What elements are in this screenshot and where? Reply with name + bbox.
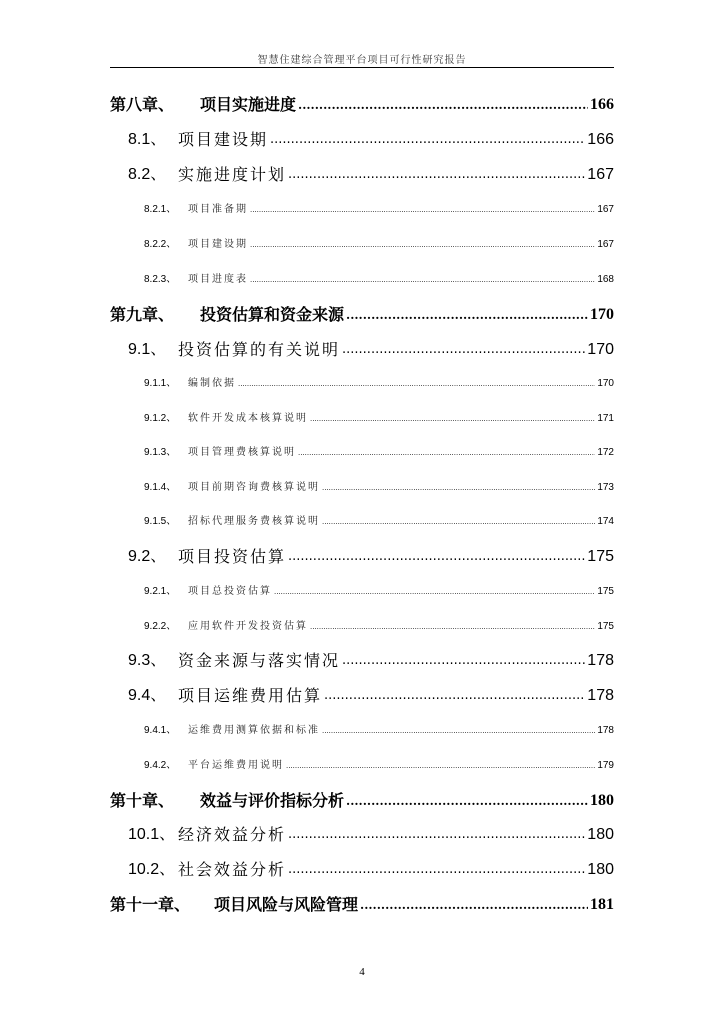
toc-entry-page: 174 [597, 516, 614, 527]
toc-dot-leader [346, 789, 588, 812]
toc-entry-title: 项目总投资估算 [188, 586, 272, 597]
toc-dot-leader [250, 238, 595, 252]
toc-entry-page: 173 [597, 482, 614, 493]
toc-dot-leader [250, 203, 595, 217]
toc-entry-page: 170 [587, 341, 614, 358]
toc-entry-title: 投资估算和资金来源 [200, 305, 345, 324]
toc-dot-leader [288, 162, 585, 186]
toc-entry-number: 8.2.3、 [144, 274, 177, 285]
toc-entry-page: 171 [597, 413, 614, 424]
toc-entry-number: 9.1、 [128, 341, 167, 358]
toc-entry-title: 运维费用测算依据和标准 [188, 725, 320, 736]
toc-entry-title: 项目建设期 [178, 130, 269, 149]
toc-entry-number: 第十章、 [110, 791, 175, 810]
toc-dot-leader [288, 857, 585, 881]
toc-entry-page: 167 [587, 166, 614, 183]
toc-entry-level-3[interactable] [110, 724, 614, 738]
toc-entry-title: 效益与评价指标分析 [200, 791, 345, 810]
toc-entry-title: 平台运维费用说明 [188, 760, 284, 771]
toc-entry-level-3[interactable] [110, 203, 614, 217]
toc-entry-page: 180 [587, 861, 614, 878]
toc-entry-level-3[interactable] [110, 481, 614, 495]
toc-entry-level-2[interactable] [110, 129, 614, 151]
toc-entry-number: 9.4.1、 [144, 725, 177, 736]
toc-entry-number: 9.1.5、 [144, 516, 177, 527]
toc-dot-leader [342, 337, 585, 361]
toc-dot-leader [310, 412, 595, 426]
toc-entry-number: 9.1.1、 [144, 378, 177, 389]
toc-entry-page: 181 [590, 896, 614, 913]
page-number: 4 [359, 966, 365, 978]
toc-entry-title: 项目管理费核算说明 [188, 447, 296, 458]
toc-entry-level-2[interactable] [110, 824, 614, 846]
toc-dot-leader [322, 481, 595, 495]
toc-entry-page: 178 [587, 652, 614, 669]
toc-entry-page: 172 [597, 447, 614, 458]
toc-entry-number: 9.4、 [128, 687, 167, 704]
toc-dot-leader [274, 585, 595, 599]
toc-entry-number: 第九章、 [110, 305, 175, 324]
toc-entry-title: 项目前期咨询费核算说明 [188, 482, 320, 493]
toc-entry-number: 9.1.3、 [144, 447, 177, 458]
toc-entry-number: 10.2、 [128, 861, 176, 878]
toc-entry-title: 实施进度计划 [178, 165, 287, 184]
toc-dot-leader [238, 377, 595, 391]
toc-entry-level-2[interactable] [110, 650, 614, 672]
toc-entry-page: 166 [590, 96, 614, 113]
toc-entry-page: 175 [587, 548, 614, 565]
toc-entry-title: 项目实施进度 [200, 95, 297, 114]
toc-entry-page: 167 [597, 204, 614, 215]
toc-entry-level-2[interactable] [110, 859, 614, 881]
toc-entry-level-2[interactable] [110, 546, 614, 568]
toc-entry-page: 166 [587, 131, 614, 148]
toc-dot-leader [270, 127, 585, 151]
toc-entry-level-1[interactable] [110, 790, 614, 812]
toc-entry-title: 招标代理服务费核算说明 [188, 516, 320, 527]
toc-entry-page: 178 [587, 687, 614, 704]
toc-entry-number: 9.1.4、 [144, 482, 177, 493]
toc-entry-page: 170 [597, 378, 614, 389]
toc-dot-leader [288, 822, 585, 846]
toc-entry-title: 应用软件开发投资估算 [188, 621, 308, 632]
toc-entry-number: 9.2、 [128, 548, 167, 565]
toc-dot-leader [288, 544, 585, 568]
toc-entry-number: 9.2.2、 [144, 621, 177, 632]
toc-entry-level-3[interactable] [110, 377, 614, 391]
toc-entry-number: 9.4.2、 [144, 760, 177, 771]
toc-entry-number: 9.1.2、 [144, 413, 177, 424]
toc-entry-level-3[interactable] [110, 515, 614, 529]
toc-entry-level-1[interactable] [110, 94, 614, 116]
toc-entry-number: 8.2.1、 [144, 204, 177, 215]
toc-dot-leader [342, 648, 585, 672]
toc-entry-level-1[interactable] [110, 894, 614, 916]
toc-entry-level-1[interactable] [110, 304, 614, 326]
toc-entry-level-2[interactable] [110, 164, 614, 186]
toc-entry-title: 编制依据 [188, 378, 236, 389]
toc-entry-title: 社会效益分析 [178, 860, 287, 879]
toc-entry-page: 167 [597, 239, 614, 250]
toc-dot-leader [310, 620, 595, 634]
toc-entry-level-2[interactable] [110, 339, 614, 361]
toc-entry-title: 项目运维费用估算 [178, 686, 323, 705]
toc-entry-number: 8.2.2、 [144, 239, 177, 250]
toc-entry-number: 9.3、 [128, 652, 167, 669]
toc-entry-level-3[interactable] [110, 273, 614, 287]
running-header: 智慧住建综合管理平台项目可行性研究报告 [257, 55, 467, 66]
toc-entry-page: 180 [587, 826, 614, 843]
toc-dot-leader [322, 515, 595, 529]
toc-entry-level-3[interactable] [110, 620, 614, 634]
toc-entry-title: 软件开发成本核算说明 [188, 413, 308, 424]
toc-entry-title: 经济效益分析 [178, 825, 287, 844]
toc-entry-page: 175 [597, 586, 614, 597]
toc-dot-leader [286, 759, 595, 773]
toc-dot-leader [322, 724, 595, 738]
toc-entry-page: 170 [590, 306, 614, 323]
toc-dot-leader [324, 683, 585, 707]
toc-entry-number: 第八章、 [110, 95, 175, 114]
toc-entry-page: 178 [597, 725, 614, 736]
toc-entry-page: 179 [597, 760, 614, 771]
toc-entry-title: 项目准备期 [188, 204, 248, 215]
toc-entry-title: 项目建设期 [188, 239, 248, 250]
toc-entry-title: 项目投资估算 [178, 547, 287, 566]
toc-entry-page: 175 [597, 621, 614, 632]
toc-entry-number: 8.1、 [128, 131, 167, 148]
toc-entry-page: 168 [597, 274, 614, 285]
toc-entry-page: 180 [590, 792, 614, 809]
toc-entry-number: 9.2.1、 [144, 586, 177, 597]
toc-entry-level-3[interactable] [110, 446, 614, 460]
toc-entry-level-3[interactable] [110, 585, 614, 599]
toc-entry-level-3[interactable] [110, 759, 614, 773]
toc-entry-title: 项目进度表 [188, 274, 248, 285]
toc-dot-leader [346, 303, 588, 326]
toc-entry-number: 8.2、 [128, 166, 167, 183]
toc-dot-leader [298, 446, 595, 460]
toc-dot-leader [298, 93, 588, 116]
toc-entry-title: 资金来源与落实情况 [178, 651, 341, 670]
toc-entry-level-2[interactable] [110, 685, 614, 707]
toc-entry-level-3[interactable] [110, 412, 614, 426]
toc-entry-level-3[interactable] [110, 238, 614, 252]
toc-entry-number: 第十一章、 [110, 895, 191, 914]
toc-entry-title: 项目风险与风险管理 [214, 895, 359, 914]
toc-dot-leader [250, 273, 595, 287]
toc-entry-number: 10.1、 [128, 826, 176, 843]
toc-dot-leader [360, 893, 588, 916]
toc-entry-title: 投资估算的有关说明 [178, 340, 341, 359]
